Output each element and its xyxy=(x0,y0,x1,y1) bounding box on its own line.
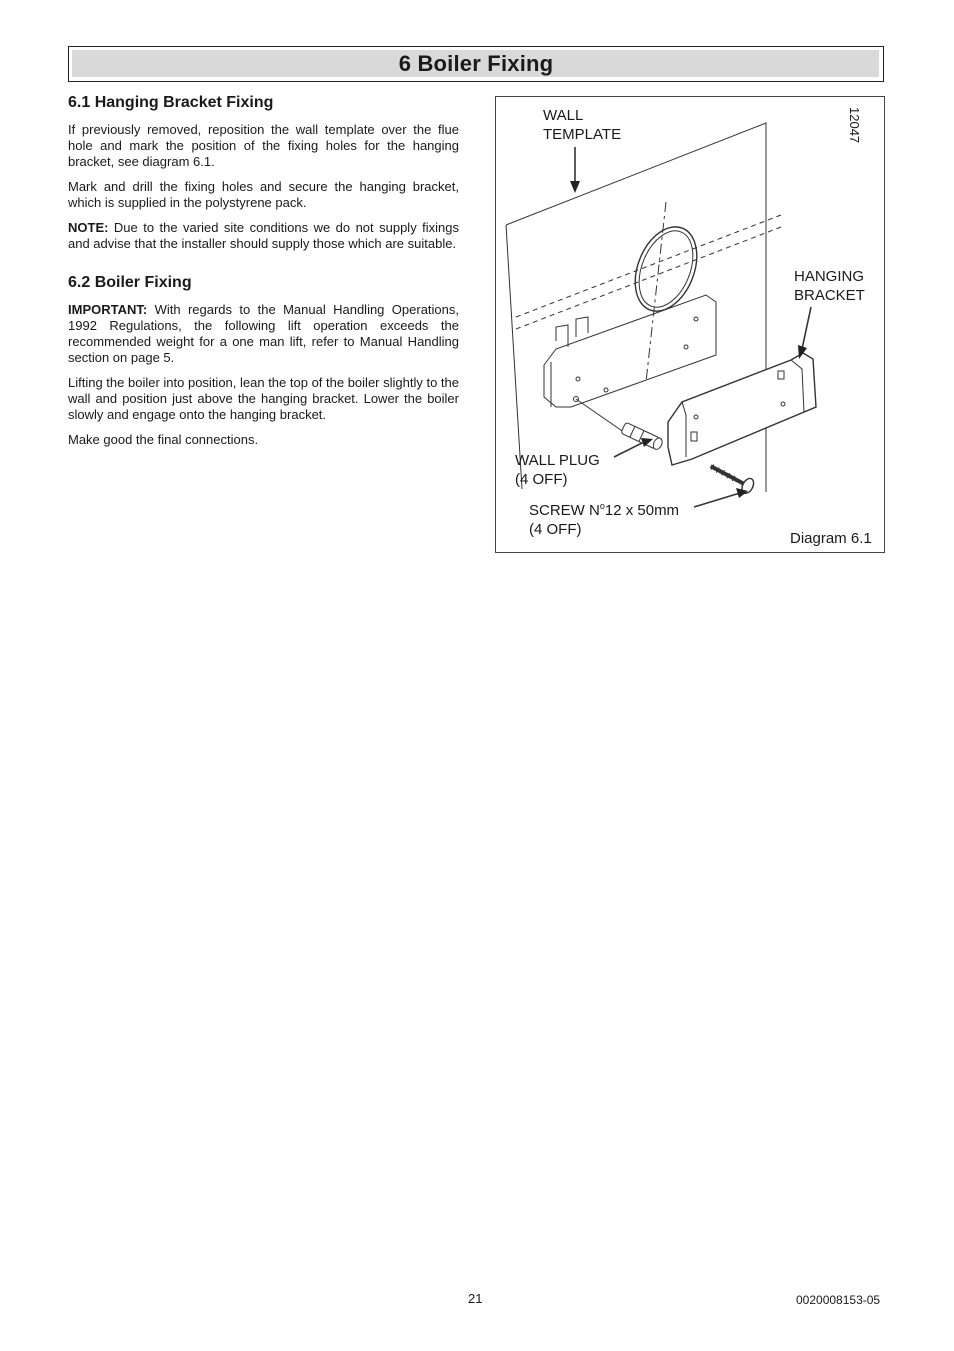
label-wall-template: WALL TEMPLATE xyxy=(543,107,622,143)
label-wall-plug: WALL PLUG (4 OFF) xyxy=(515,452,600,488)
diagram-caption: Diagram 6.1 xyxy=(790,530,872,547)
paragraph: Lifting the boiler into position, lean the top of the boiler slightly to the wall and position just above the hanging bracket. Lower the boiler slowly and engage onto the hanging bracket. xyxy=(68,375,459,422)
page-title: 6 Boiler Fixing xyxy=(398,51,554,76)
label-screw: SCREW $N^o12$ x 50mm (4 OFF) xyxy=(529,501,680,538)
important-label: IMPORTANT: xyxy=(68,302,148,317)
diagram-6-1 xyxy=(495,96,885,553)
section-header xyxy=(68,46,884,82)
text-column xyxy=(68,94,459,457)
diagram-ref-number: 12047 xyxy=(847,107,862,144)
section-heading-hanging-bracket: 6.1 Hanging Bracket Fixing xyxy=(68,94,274,111)
paragraph: If previously removed, reposition the wall template over the flue hole and mark the position of the fixing holes for the hanging bracket, see diagram 6.1. xyxy=(68,122,459,169)
document-number: 0020008153-05 xyxy=(796,1293,881,1307)
note-label: NOTE: xyxy=(68,220,109,235)
note-paragraph xyxy=(68,220,459,252)
page-number: 21 xyxy=(468,1291,483,1306)
label-hanging-bracket: HANGING BRACKET xyxy=(794,268,865,304)
paragraph: Make good the final connections. xyxy=(68,432,259,447)
paragraph: Mark and drill the fixing holes and secure the hanging bracket, which is supplied in the polystyrene pack. xyxy=(68,179,459,210)
section-heading-boiler-fixing: 6.2 Boiler Fixing xyxy=(68,274,192,291)
important-text: With regards to the Manual Handling Operations, 1992 Regulations, the following lift operation exceeds the recommended weight for a one man lift, refer to Manual Handling section on page 5. xyxy=(68,302,459,365)
important-paragraph xyxy=(68,302,459,366)
note-text: Due to the varied site conditions we do not supply fixings and advise that the installer should supply those which are suitable. xyxy=(68,220,459,251)
